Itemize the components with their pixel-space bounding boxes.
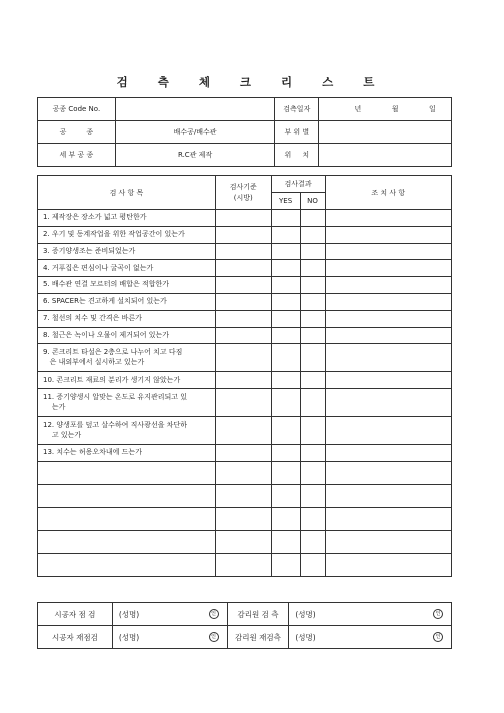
yes-header: YES [271,193,300,210]
no-cell[interactable] [300,226,325,243]
yes-cell[interactable] [271,507,300,530]
contractor-check-label: 시공자 점 검 [38,603,113,626]
standard-cell[interactable] [215,372,271,389]
seal-icon: 인 [433,632,443,642]
yes-cell[interactable] [271,260,300,277]
checklist-row [38,327,452,344]
action-header: 조 치 사 항 [325,176,452,210]
header-table [37,97,452,167]
yes-cell[interactable] [271,243,300,260]
name-placeholder: (성명) [295,632,316,642]
action-cell[interactable] [325,530,452,553]
blank-row [38,530,452,553]
checklist-row [38,210,452,227]
standard-cell[interactable] [215,210,271,227]
no-cell[interactable] [300,484,325,507]
blank-row [38,507,452,530]
check-item-text: 5. 배수관 연결 모르터의 배합은 적합한가 [38,277,216,294]
action-cell[interactable] [325,417,452,445]
check-item-text: 8. 철근은 녹이나 오물이 제거되어 있는가 [38,327,216,344]
seal-icon: 인 [433,609,443,619]
supervisor-check-name[interactable] [289,603,452,626]
no-cell[interactable] [300,293,325,310]
check-item-text [38,553,216,576]
action-cell[interactable] [325,277,452,294]
checklist-table [37,175,452,577]
page-title: 검 측 체 크 리 스 트 [116,75,388,89]
standard-cell[interactable] [215,277,271,294]
action-cell[interactable] [325,445,452,462]
yes-cell[interactable] [271,484,300,507]
yes-cell[interactable] [271,553,300,576]
no-cell[interactable] [300,461,325,484]
contractor-recheck-label: 시공자 재점검 [38,626,113,649]
standard-cell[interactable] [215,310,271,327]
check-item-text: 7. 철선의 치수 및 간격은 바른가 [38,310,216,327]
checklist-row [38,417,452,445]
checklist-row [38,372,452,389]
no-cell[interactable] [300,507,325,530]
day-label: 일 [428,105,436,113]
standard-cell[interactable] [215,553,271,576]
standard-cell[interactable] [215,484,271,507]
no-cell[interactable] [300,530,325,553]
check-item-text: 2. 우기 및 동계작업을 위한 작업공간이 있는가 [38,226,216,243]
yes-cell[interactable] [271,445,300,462]
name-placeholder: (성명) [118,609,140,619]
no-cell[interactable] [300,344,325,372]
work-type-label: 공 종 [38,121,116,144]
checklist-row [38,293,452,310]
signature-table [37,602,452,649]
no-header: NO [300,193,325,210]
part-label: 부 위 별 [275,121,319,144]
checklist-row [38,226,452,243]
yes-cell[interactable] [271,389,300,417]
action-cell[interactable] [325,260,452,277]
standard-cell[interactable] [215,260,271,277]
check-item-text [38,461,216,484]
standard-cell[interactable] [215,461,271,484]
month-label: 월 [391,105,399,113]
yes-cell[interactable] [271,530,300,553]
action-cell[interactable] [325,310,452,327]
location-label: 위 치 [275,144,319,167]
no-cell[interactable] [300,277,325,294]
seal-icon: 인 [209,632,219,642]
code-no-field[interactable] [115,98,275,121]
action-cell[interactable] [325,210,452,227]
standard-cell[interactable] [215,243,271,260]
supervisor-check-label: 감리원 검 측 [227,603,289,626]
action-cell[interactable] [325,243,452,260]
yes-cell[interactable] [271,210,300,227]
check-item-text: 11. 증기양생시 알맞는 온도로 유지관리되고 있 는가 [38,389,216,417]
work-type-value[interactable]: 배수공/배수관 [115,121,275,144]
yes-cell[interactable] [271,327,300,344]
standard-cell[interactable] [215,445,271,462]
no-cell[interactable] [300,417,325,445]
checklist-row [38,277,452,294]
no-cell[interactable] [300,327,325,344]
name-placeholder: (성명) [118,632,140,642]
checklist-row [38,389,452,417]
code-no-label: 공종 Code No. [38,98,116,121]
part-field[interactable] [319,121,452,144]
action-cell[interactable] [325,226,452,243]
year-label: 년 [354,105,362,113]
check-item-text: 9. 콘크리트 타설은 2층으로 나누어 치고 다짐 은 내외부에서 실시하고 있는가 [38,344,216,372]
blank-row [38,461,452,484]
checklist-row [38,445,452,462]
contractor-check-name[interactable] [112,603,227,626]
standard-cell[interactable] [215,417,271,445]
action-cell[interactable] [325,507,452,530]
yes-cell[interactable] [271,310,300,327]
contractor-recheck-name[interactable] [112,626,227,649]
action-cell[interactable] [325,327,452,344]
standard-cell[interactable] [215,226,271,243]
item-header: 검 사 항 목 [38,176,216,210]
name-placeholder: (성명) [295,609,316,619]
check-item-text: 10. 콘크리트 재료의 분리가 생기지 않았는가 [38,372,216,389]
standard-cell[interactable] [215,344,271,372]
check-item-text [38,484,216,507]
action-cell[interactable] [325,372,452,389]
no-cell[interactable] [300,310,325,327]
standard-cell[interactable] [215,293,271,310]
standard-cell[interactable] [215,530,271,553]
result-header: 검사결과 [271,176,325,193]
location-field[interactable] [319,144,452,167]
detail-work-value[interactable]: R.C관 제작 [115,144,275,167]
check-item-text [38,507,216,530]
no-cell[interactable] [300,372,325,389]
action-cell[interactable] [325,293,452,310]
checklist-row [38,344,452,372]
check-item-text: 12. 양생포를 덮고 살수하여 직사광선을 차단하 고 있는가 [38,417,216,445]
check-item-text: 6. SPACER는 견고하게 설치되어 있는가 [38,293,216,310]
inspection-date-label: 검측일자 [275,98,319,121]
yes-cell[interactable] [271,344,300,372]
standard-cell[interactable] [215,389,271,417]
blank-row [38,484,452,507]
check-item-text [38,530,216,553]
no-cell[interactable] [300,553,325,576]
no-cell[interactable] [300,389,325,417]
yes-cell[interactable] [271,293,300,310]
no-cell[interactable] [300,260,325,277]
supervisor-recheck-label: 감리원 재검측 [227,626,289,649]
action-cell[interactable] [325,461,452,484]
yes-cell[interactable] [271,372,300,389]
checklist-row [38,260,452,277]
inspection-date-field[interactable] [319,98,452,121]
blank-row [38,553,452,576]
yes-cell[interactable] [271,461,300,484]
action-cell[interactable] [325,484,452,507]
no-cell[interactable] [300,210,325,227]
action-cell[interactable] [325,553,452,576]
standard-cell[interactable] [215,507,271,530]
check-item-text: 13. 치수는 허용오차내에 드는가 [38,445,216,462]
no-cell[interactable] [300,445,325,462]
yes-cell[interactable] [271,417,300,445]
standard-cell[interactable] [215,327,271,344]
supervisor-recheck-name[interactable] [289,626,452,649]
detail-work-label: 세 부 공 종 [38,144,116,167]
checklist-row [38,243,452,260]
check-item-text: 4. 거푸집은 편심이나 굴곡이 없는가 [38,260,216,277]
check-item-text: 1. 제작장은 장소가 넓고 평탄한가 [38,210,216,227]
standard-header: 검사기준 (시방) [215,176,271,210]
action-cell[interactable] [325,389,452,417]
yes-cell[interactable] [271,277,300,294]
yes-cell[interactable] [271,226,300,243]
checklist-row [38,310,452,327]
no-cell[interactable] [300,243,325,260]
check-item-text: 3. 증기양생조는 준비되었는가 [38,243,216,260]
action-cell[interactable] [325,344,452,372]
seal-icon: 인 [209,609,219,619]
